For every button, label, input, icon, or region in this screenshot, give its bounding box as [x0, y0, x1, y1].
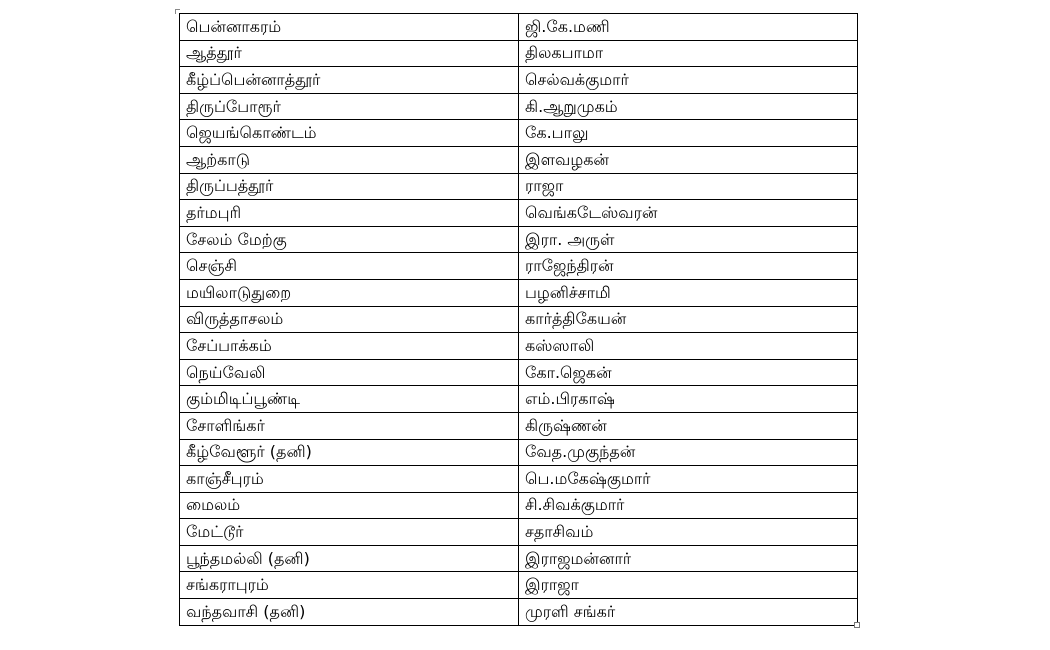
candidate-cell[interactable]: கிருஷ்ணன்	[519, 412, 858, 439]
candidate-cell[interactable]: எம்.பிரகாஷ்	[519, 386, 858, 413]
table-row	[180, 146, 858, 173]
table-row	[180, 306, 858, 333]
constituency-cell[interactable]: ஆற்காடு	[180, 146, 519, 173]
candidate-cell[interactable]: இளவழகன்	[519, 146, 858, 173]
constituency-cell[interactable]: பென்னாகரம்	[180, 14, 519, 41]
table-row	[180, 40, 858, 67]
table-row	[180, 412, 858, 439]
table-row	[180, 439, 858, 466]
constituency-cell[interactable]: விருத்தாசலம்	[180, 306, 519, 333]
constituency-cell[interactable]: பூந்தமல்லி (தனி)	[180, 545, 519, 572]
candidate-cell[interactable]: பழனிச்சாமி	[519, 279, 858, 306]
candidate-cell[interactable]: இரா. அருள்	[519, 226, 858, 253]
table-row	[180, 200, 858, 227]
constituency-cell[interactable]: சேப்பாக்கம்	[180, 333, 519, 360]
table-row	[180, 572, 858, 599]
table-resize-handle[interactable]	[854, 622, 860, 628]
table-row	[180, 14, 858, 41]
table-row	[180, 253, 858, 280]
candidate-cell[interactable]: ராஜேந்திரன்	[519, 253, 858, 280]
candidate-cell[interactable]: முரளி சங்கர்	[519, 599, 858, 626]
candidate-cell[interactable]: ராஜா	[519, 173, 858, 200]
candidate-cell[interactable]: செல்வக்குமார்	[519, 67, 858, 94]
constituency-cell[interactable]: கும்மிடிப்பூண்டி	[180, 386, 519, 413]
table-row	[180, 359, 858, 386]
constituency-cell[interactable]: திருப்போரூர்	[180, 93, 519, 120]
table-row	[180, 279, 858, 306]
candidate-cell[interactable]: இராஜா	[519, 572, 858, 599]
constituency-cell[interactable]: சங்கராபுரம்	[180, 572, 519, 599]
candidate-cell[interactable]: சி.சிவக்குமார்	[519, 492, 858, 519]
table-row	[180, 519, 858, 546]
constituency-cell[interactable]: கீழ்வேளூர் (தனி)	[180, 439, 519, 466]
constituency-cell[interactable]: மேட்டூர்	[180, 519, 519, 546]
constituency-cell[interactable]: மைலம்	[180, 492, 519, 519]
table-row	[180, 492, 858, 519]
constituency-cell[interactable]: காஞ்சீபுரம்	[180, 466, 519, 493]
candidate-cell[interactable]: இராஜமன்னார்	[519, 545, 858, 572]
candidate-cell[interactable]: திலகபாமா	[519, 40, 858, 67]
candidate-table	[179, 13, 858, 626]
candidate-cell[interactable]: சதாசிவம்	[519, 519, 858, 546]
constituency-cell[interactable]: சோளிங்கர்	[180, 412, 519, 439]
constituency-cell[interactable]: கீழ்ப்பென்னாத்தூர்	[180, 67, 519, 94]
candidate-cell[interactable]: கார்த்திகேயன்	[519, 306, 858, 333]
constituency-cell[interactable]: செஞ்சி	[180, 253, 519, 280]
candidate-cell[interactable]: வேத.முகுந்தன்	[519, 439, 858, 466]
document-table-container	[179, 13, 858, 626]
constituency-cell[interactable]: சேலம் மேற்கு	[180, 226, 519, 253]
table-row	[180, 466, 858, 493]
constituency-cell[interactable]: ஜெயங்கொண்டம்	[180, 120, 519, 147]
table-row	[180, 120, 858, 147]
constituency-cell[interactable]: வந்தவாசி (தனி)	[180, 599, 519, 626]
candidate-cell[interactable]: கே.பாலு	[519, 120, 858, 147]
table-row	[180, 545, 858, 572]
candidate-cell[interactable]: ஜி.கே.மணி	[519, 14, 858, 41]
candidate-cell[interactable]: வெங்கடேஸ்வரன்	[519, 200, 858, 227]
constituency-cell[interactable]: தர்மபுரி	[180, 200, 519, 227]
constituency-cell[interactable]: நெய்வேலி	[180, 359, 519, 386]
table-row	[180, 67, 858, 94]
table-row	[180, 333, 858, 360]
table-row	[180, 599, 858, 626]
constituency-cell[interactable]: ஆத்தூர்	[180, 40, 519, 67]
constituency-cell[interactable]: மயிலாடுதுறை	[180, 279, 519, 306]
table-row	[180, 386, 858, 413]
table-row	[180, 173, 858, 200]
table-row	[180, 93, 858, 120]
candidate-cell[interactable]: கி.ஆறுமுகம்	[519, 93, 858, 120]
table-row	[180, 226, 858, 253]
candidate-cell[interactable]: பெ.மகேஷ்குமார்	[519, 466, 858, 493]
candidate-cell[interactable]: கஸ்ஸாலி	[519, 333, 858, 360]
constituency-cell[interactable]: திருப்பத்தூர்	[180, 173, 519, 200]
candidate-cell[interactable]: கோ.ஜெகன்	[519, 359, 858, 386]
